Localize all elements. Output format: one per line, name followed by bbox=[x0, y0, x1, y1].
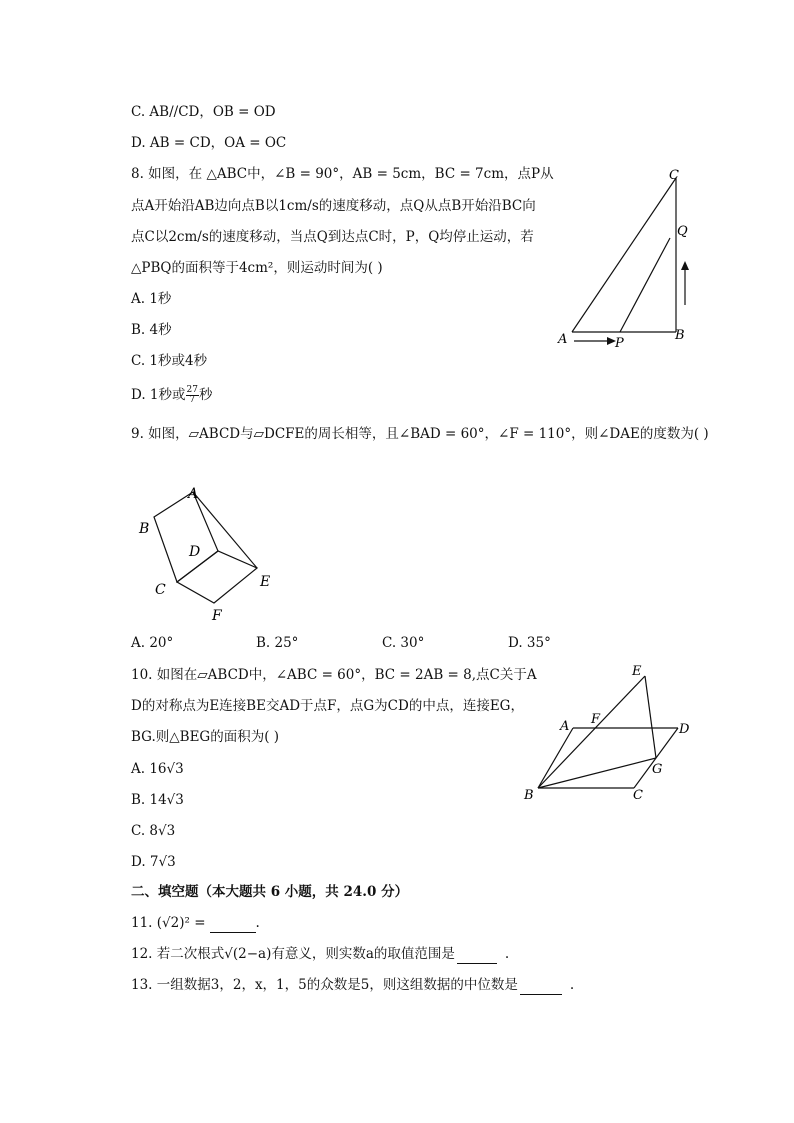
q10-option-b: B. 14√3 bbox=[131, 792, 184, 808]
q7-option-d: D. AB = CD，OA = OC bbox=[131, 135, 287, 151]
q10-label-g: G bbox=[652, 762, 663, 777]
q10-label-a: A bbox=[560, 719, 570, 734]
q10-segment-ab bbox=[538, 728, 573, 788]
q9-stem: 9. 如图，▱ABCD与▱DCFE的周长相等，且∠BAD = 60°，∠F = 110°，则∠DAE的度数为( ) bbox=[131, 426, 709, 442]
q8-option-d bbox=[131, 386, 212, 405]
q10-label-e: E bbox=[632, 664, 642, 679]
q9-option-d: D. 35° bbox=[508, 635, 551, 651]
q10-option-d: D. 7√3 bbox=[131, 854, 176, 870]
q10-label-b: B bbox=[524, 788, 534, 803]
q12 bbox=[131, 945, 509, 964]
q8-arrow-up-head bbox=[681, 261, 689, 270]
q9-label-d: D bbox=[189, 544, 201, 560]
q11-period: . bbox=[255, 915, 260, 931]
q12-stem: 12. 若二次根式√(2−a)有意义，则实数a的取值范围是 bbox=[131, 946, 455, 962]
q10-segment-bg bbox=[538, 758, 656, 788]
q13 bbox=[131, 976, 574, 995]
q8-fraction-numerator: 27 bbox=[186, 385, 198, 395]
q10-stem-line3: BG.则△BEG的面积为( ) bbox=[131, 729, 280, 745]
q8-option-c: C. 1秒或4秒 bbox=[131, 353, 208, 369]
q8-fraction-denominator: 7 bbox=[189, 395, 196, 405]
q8-stem-line4: △PBQ的面积等于4cm²，则运动时间为( ) bbox=[131, 260, 383, 276]
q10-label-d: D bbox=[679, 722, 690, 737]
q8-option-d-prefix: D. 1秒或 bbox=[131, 387, 186, 403]
q9-label-f: F bbox=[212, 608, 222, 624]
q8-label-a: A bbox=[558, 332, 568, 347]
section2-heading: 二、填空题（本大题共 6 小题，共 24.0 分） bbox=[131, 884, 409, 900]
q9-label-a: A bbox=[188, 486, 199, 502]
q12-period: . bbox=[504, 946, 510, 962]
q8-label-b: B bbox=[675, 328, 685, 343]
q8-segment-pq bbox=[620, 238, 670, 332]
q8-label-p: P bbox=[615, 336, 624, 351]
q8-stem-line2: 点A开始沿AB边向点B以1cm/s的速度移动，点Q从点B开始沿BC向 bbox=[131, 198, 536, 214]
q10-label-f: F bbox=[591, 712, 601, 727]
q10-segment-be bbox=[538, 676, 645, 788]
q7-option-c: C. AB//CD，OB = OD bbox=[131, 104, 276, 120]
q10-segment-eg bbox=[645, 676, 656, 758]
q13-stem: 13. 一组数据3，2，x，1，5的众数是5，则这组数据的中位数是 bbox=[131, 977, 518, 993]
q10-stem-line2: D的对称点为E连接BE交AD于点F，点G为CD的中点，连接EG， bbox=[131, 698, 524, 714]
q9-figure bbox=[130, 480, 280, 625]
q11-stem: 11. (√2)² = bbox=[131, 915, 206, 931]
q10-option-c: C. 8√3 bbox=[131, 823, 176, 839]
q9-parallelogram-abcd bbox=[154, 492, 218, 582]
q11-answer-blank[interactable] bbox=[210, 914, 256, 933]
q9-option-a: A. 20° bbox=[131, 635, 174, 651]
q10-figure bbox=[518, 660, 698, 805]
q10-stem-line1: 10. 如图在▱ABCD中，∠ABC = 60°，BC = 2AB = 8,点C关于A bbox=[131, 667, 537, 683]
q9-label-e: E bbox=[260, 574, 271, 590]
q12-answer-blank[interactable] bbox=[457, 945, 497, 964]
q8-option-a: A. 1秒 bbox=[131, 291, 172, 307]
q8-option-d-suffix: 秒 bbox=[198, 387, 213, 403]
q9-segment-ae bbox=[193, 492, 257, 568]
q8-option-d-fraction bbox=[186, 386, 199, 405]
q10-label-c: C bbox=[633, 788, 643, 803]
q8-label-c: C bbox=[669, 168, 679, 183]
q8-option-b: B. 4秒 bbox=[131, 322, 172, 338]
q9-option-b: B. 25° bbox=[256, 635, 299, 651]
q8-stem-line1: 8. 如图，在 △ABC中，∠B = 90°，AB = 5cm，BC = 7cm，点P从 bbox=[131, 166, 554, 182]
q10-option-a: A. 16√3 bbox=[131, 761, 184, 777]
q13-period: . bbox=[569, 977, 575, 993]
q8-figure bbox=[552, 165, 702, 355]
q9-label-c: C bbox=[155, 582, 166, 598]
q9-label-b: B bbox=[139, 521, 150, 537]
q8-label-q: Q bbox=[677, 224, 688, 239]
q9-option-c: C. 30° bbox=[382, 635, 425, 651]
q8-stem-line3: 点C以2cm/s的速度移动，当点Q到达点C时，P，Q均停止运动，若 bbox=[131, 229, 534, 245]
q13-answer-blank[interactable] bbox=[520, 976, 562, 995]
q11 bbox=[131, 914, 260, 933]
